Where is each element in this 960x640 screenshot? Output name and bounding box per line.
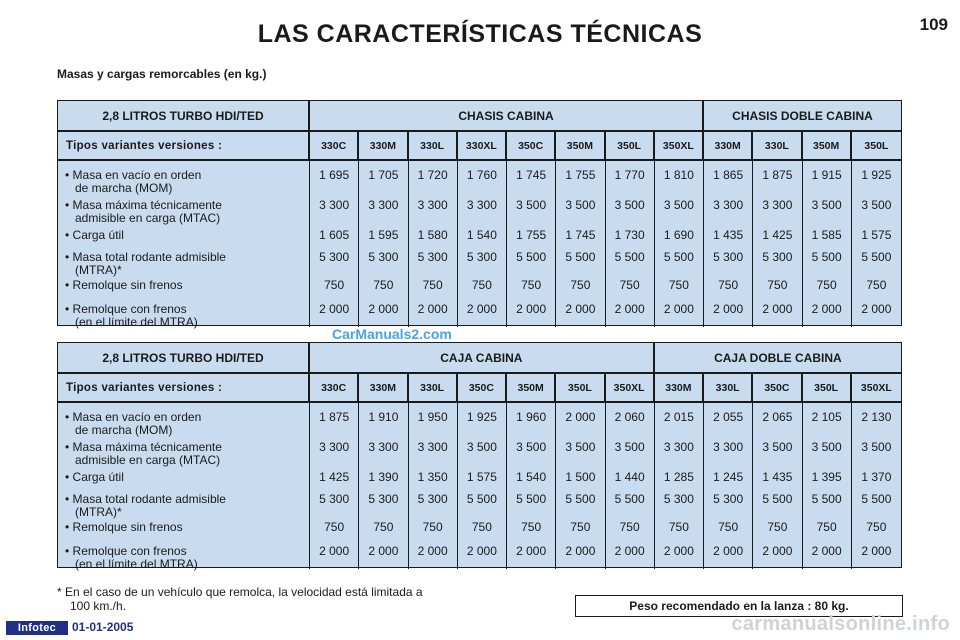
footnote <box>57 585 547 613</box>
table-cell: 1 425 <box>762 228 793 242</box>
table-cell: 1 540 <box>516 470 547 484</box>
table-cell: 2 000 <box>811 544 842 558</box>
row-label-line: • Masa en vacío en orden <box>65 168 202 182</box>
row-label-line: (en el límite del MTRA) <box>65 557 198 571</box>
value-column <box>310 161 359 327</box>
row-label <box>65 411 201 437</box>
value-column <box>409 161 458 327</box>
label-column <box>58 403 310 569</box>
row-label <box>65 169 201 195</box>
table-cell: 750 <box>866 520 887 534</box>
column-header: 350XL <box>655 132 704 159</box>
row-label <box>65 199 222 225</box>
table-cell: 5 500 <box>811 492 842 506</box>
table-cell: 2 060 <box>614 410 645 424</box>
value-column <box>458 161 507 327</box>
table-cell: 750 <box>471 520 492 534</box>
table-cell: 1 540 <box>466 228 497 242</box>
table-cell: 1 755 <box>565 168 596 182</box>
table-cell: 1 440 <box>614 470 645 484</box>
table-cell: 3 300 <box>417 440 448 454</box>
engine-label: 2,8 LITROS TURBO HDI/TED <box>58 101 310 130</box>
table-cell: 1 605 <box>319 228 350 242</box>
table-cell: 1 915 <box>811 168 842 182</box>
table-cell: 2 000 <box>565 544 596 558</box>
table-cell: 1 595 <box>368 228 399 242</box>
value-column <box>310 403 359 569</box>
table-cell: 5 300 <box>319 250 350 264</box>
row-label <box>65 545 198 571</box>
column-header: 330M <box>655 374 704 401</box>
table-cell: 2 000 <box>663 302 694 316</box>
value-column <box>704 161 753 327</box>
table-cell: 3 500 <box>811 198 842 212</box>
table-cell: 750 <box>422 520 443 534</box>
value-column <box>556 403 605 569</box>
table-cell: 3 300 <box>417 198 448 212</box>
row-label <box>65 441 222 467</box>
variants-label: Tipos variantes versiones : <box>58 374 310 401</box>
table-cell: 750 <box>324 278 345 292</box>
table-cell: 750 <box>422 278 443 292</box>
table-cell: 1 435 <box>713 228 744 242</box>
table-cell: 2 000 <box>663 544 694 558</box>
table-cell: 5 500 <box>663 250 694 264</box>
table-cell: 2 000 <box>516 544 547 558</box>
group-header: CHASIS CABINA <box>310 101 704 130</box>
site-watermark: carmanualsonline.info <box>731 613 950 635</box>
table-cell: 2 000 <box>762 302 793 316</box>
table-cell: 2 000 <box>466 544 497 558</box>
column-header: 330L <box>409 132 458 159</box>
table-cell: 3 500 <box>565 440 596 454</box>
table-cell: 2 000 <box>565 302 596 316</box>
table-cell: 1 925 <box>466 410 497 424</box>
column-header: 330XL <box>458 132 507 159</box>
table-cell: 5 300 <box>762 250 793 264</box>
table-cell: 3 500 <box>762 440 793 454</box>
value-column <box>753 161 802 327</box>
table-cell: 3 500 <box>516 440 547 454</box>
column-header: 330M <box>704 132 753 159</box>
table-cell: 750 <box>521 278 542 292</box>
table-cell: 3 300 <box>713 198 744 212</box>
value-column <box>803 403 852 569</box>
watermark: CarManuals2.com <box>332 326 452 342</box>
table-cell: 3 300 <box>368 198 399 212</box>
row-label <box>65 251 226 277</box>
table-cell: 2 000 <box>713 544 744 558</box>
value-column <box>852 161 901 327</box>
table-cell: 750 <box>816 278 837 292</box>
table-cell: 2 055 <box>713 410 744 424</box>
value-column <box>359 161 408 327</box>
table-header-row <box>58 101 901 132</box>
table-cell: 1 730 <box>614 228 645 242</box>
table-cell: 2 000 <box>516 302 547 316</box>
column-header: 330L <box>409 374 458 401</box>
value-column <box>655 161 704 327</box>
table-cell: 5 500 <box>861 492 892 506</box>
column-header: 350L <box>803 374 852 401</box>
table-cell: 2 000 <box>417 302 448 316</box>
column-header: 350C <box>507 132 556 159</box>
column-header: 350M <box>556 132 605 159</box>
table-cell: 2 000 <box>614 544 645 558</box>
table-cell: 2 015 <box>663 410 694 424</box>
row-label-line: (en el límite del MTRA) <box>65 315 198 329</box>
table-cell: 750 <box>373 278 394 292</box>
table-cell: 750 <box>816 520 837 534</box>
table-cell: 2 000 <box>861 544 892 558</box>
table-cell: 1 585 <box>811 228 842 242</box>
row-label-line: • Carga útil <box>65 228 124 242</box>
table-cell: 750 <box>866 278 887 292</box>
table-cell: 1 695 <box>319 168 350 182</box>
table-cell: 1 705 <box>368 168 399 182</box>
row-label-line: • Masa máxima técnicamente <box>65 198 222 212</box>
row-label-line: de marcha (MOM) <box>65 181 173 195</box>
table-cell: 1 770 <box>614 168 645 182</box>
value-column <box>556 161 605 327</box>
value-column <box>704 403 753 569</box>
table-cell: 5 300 <box>713 492 744 506</box>
table-cell: 750 <box>324 520 345 534</box>
table-cell: 5 500 <box>614 492 645 506</box>
recommended-weight-box: Peso recomendado en la lanza : 80 kg. <box>575 595 903 617</box>
table-cell: 3 500 <box>663 198 694 212</box>
table-cell: 3 500 <box>861 198 892 212</box>
table-cell: 1 925 <box>861 168 892 182</box>
table-cell: 750 <box>718 278 739 292</box>
row-label <box>65 521 183 534</box>
label-column <box>58 161 310 327</box>
table-cell: 3 500 <box>614 440 645 454</box>
table-cell: 750 <box>570 278 591 292</box>
row-label <box>65 303 198 329</box>
page-number: 109 <box>919 15 948 34</box>
group-header: CAJA DOBLE CABINA <box>714 350 842 365</box>
table-cell: 1 245 <box>713 470 744 484</box>
table-cell: 5 500 <box>565 492 596 506</box>
row-label-line: • Remolque con frenos <box>65 544 187 558</box>
table-cell: 2 000 <box>811 302 842 316</box>
column-header: 350C <box>458 374 507 401</box>
table-cell: 2 000 <box>368 302 399 316</box>
value-column <box>753 403 802 569</box>
value-column <box>852 403 901 569</box>
table-cell: 3 500 <box>516 198 547 212</box>
table-cell: 5 300 <box>417 250 448 264</box>
row-label <box>65 493 226 519</box>
group-header: CHASIS DOBLE CABINA <box>732 108 873 123</box>
column-header: 330M <box>359 132 408 159</box>
table-cell: 1 395 <box>811 470 842 484</box>
table-body <box>58 403 901 569</box>
footer-date: 01-01-2005 <box>72 620 134 634</box>
variants-label: Tipos variantes versiones : <box>58 132 310 159</box>
table-cell: 2 065 <box>762 410 793 424</box>
table-cell: 3 500 <box>811 440 842 454</box>
table-cell: 2 000 <box>466 302 497 316</box>
table-cell: 2 105 <box>811 410 842 424</box>
table-cell: 2 000 <box>713 302 744 316</box>
row-label <box>65 471 124 484</box>
row-label-line: admisible en carga (MTAC) <box>65 211 221 225</box>
table-cell: 2 000 <box>565 410 596 424</box>
table-cell: 750 <box>619 520 640 534</box>
table-cell: 3 500 <box>614 198 645 212</box>
value-column <box>655 403 704 569</box>
table-cell: 2 000 <box>762 544 793 558</box>
footnote-line-1: * En el caso de un vehículo que remolca, la velocidad está limitada a <box>57 585 423 599</box>
table-cell: 5 300 <box>319 492 350 506</box>
table-cell: 5 300 <box>368 492 399 506</box>
row-label-line: admisible en carga (MTAC) <box>65 453 221 467</box>
table-cell: 750 <box>373 520 394 534</box>
table-cell: 750 <box>570 520 591 534</box>
row-label-line: • Remolque sin frenos <box>65 520 183 534</box>
table-cell: 750 <box>668 520 689 534</box>
table-cell: 1 875 <box>319 410 350 424</box>
section-subtitle: Masas y cargas remorcables (en kg.) <box>57 67 267 81</box>
table-cell: 1 580 <box>417 228 448 242</box>
table-cell: 750 <box>668 278 689 292</box>
column-header: 350L <box>606 132 655 159</box>
table-cell: 750 <box>521 520 542 534</box>
column-header-row <box>58 132 901 161</box>
column-header: 350L <box>556 374 605 401</box>
row-label-line: • Remolque sin frenos <box>65 278 183 292</box>
column-header: 330C <box>310 374 359 401</box>
table-cell: 750 <box>471 278 492 292</box>
table-cell: 5 300 <box>368 250 399 264</box>
column-header: 330C <box>310 132 359 159</box>
table-cell: 2 000 <box>319 544 350 558</box>
table-cell: 5 300 <box>663 492 694 506</box>
table-cell: 1 745 <box>565 228 596 242</box>
table-cell: 1 755 <box>516 228 547 242</box>
value-column <box>606 403 655 569</box>
column-header: 350XL <box>606 374 655 401</box>
table-cell: 1 865 <box>713 168 744 182</box>
table-cell: 3 300 <box>762 198 793 212</box>
table-cell: 2 000 <box>861 302 892 316</box>
column-header: 350M <box>507 374 556 401</box>
group-header: CAJA CABINA <box>310 343 655 372</box>
row-label-line: (MTRA)* <box>65 263 122 277</box>
table-cell: 1 285 <box>663 470 694 484</box>
table-cell: 1 370 <box>861 470 892 484</box>
row-label-line: • Masa máxima técnicamente <box>65 440 222 454</box>
table-cell: 750 <box>767 278 788 292</box>
table-cell: 1 720 <box>417 168 448 182</box>
table-cell: 1 425 <box>319 470 350 484</box>
value-column <box>409 403 458 569</box>
table-cell: 1 875 <box>762 168 793 182</box>
table-cell: 5 500 <box>861 250 892 264</box>
table-cell: 2 000 <box>319 302 350 316</box>
table-cell: 750 <box>619 278 640 292</box>
column-header: 350L <box>864 139 889 152</box>
row-label-line: • Masa total rodante admisible <box>65 492 226 506</box>
footnote-line-2: 100 km./h. <box>70 599 127 613</box>
table-cell: 1 950 <box>417 410 448 424</box>
table-cell: 5 500 <box>516 492 547 506</box>
table-cell: 1 500 <box>565 470 596 484</box>
page-title: LAS CARACTERÍSTICAS TÉCNICAS <box>257 20 703 48</box>
row-label-line: • Carga útil <box>65 470 124 484</box>
table-cell: 5 500 <box>466 492 497 506</box>
column-header: 330L <box>753 132 802 159</box>
table-cell: 750 <box>718 520 739 534</box>
table-cell: 3 300 <box>466 198 497 212</box>
table-cell: 1 350 <box>417 470 448 484</box>
value-column <box>507 161 556 327</box>
table-cell: 1 745 <box>516 168 547 182</box>
table-cell: 3 300 <box>319 198 350 212</box>
table-cell: 3 500 <box>861 440 892 454</box>
table-cell: 3 500 <box>466 440 497 454</box>
table-cell: 5 500 <box>565 250 596 264</box>
infotec-logo: Infotec <box>6 621 68 635</box>
table-cell: 3 300 <box>663 440 694 454</box>
value-column <box>606 161 655 327</box>
value-column <box>359 403 408 569</box>
row-label-line: • Masa en vacío en orden <box>65 410 202 424</box>
table-cell: 1 760 <box>466 168 497 182</box>
row-label-line: de marcha (MOM) <box>65 423 173 437</box>
table-cell: 1 390 <box>368 470 399 484</box>
table-cell: 1 575 <box>861 228 892 242</box>
table-cell: 3 300 <box>368 440 399 454</box>
table-cell: 5 300 <box>713 250 744 264</box>
table-cell: 3 300 <box>319 440 350 454</box>
table-cell: 1 435 <box>762 470 793 484</box>
row-label <box>65 229 124 242</box>
column-header: 350C <box>753 374 802 401</box>
column-header: 350M <box>803 132 852 159</box>
engine-label: 2,8 LITROS TURBO HDI/TED <box>58 343 310 372</box>
column-header-row <box>58 374 901 403</box>
value-column <box>803 161 852 327</box>
value-column <box>507 403 556 569</box>
table-cell: 5 500 <box>762 492 793 506</box>
table-cell: 2 130 <box>861 410 892 424</box>
table-cell: 5 500 <box>811 250 842 264</box>
row-label-line: • Remolque con frenos <box>65 302 187 316</box>
table-body <box>58 161 901 327</box>
table-cell: 1 910 <box>368 410 399 424</box>
table-cell: 5 300 <box>417 492 448 506</box>
spec-table-chasis <box>57 100 902 329</box>
table-cell: 3 300 <box>713 440 744 454</box>
table-cell: 1 575 <box>466 470 497 484</box>
column-header: 350XL <box>860 381 892 394</box>
row-label <box>65 279 183 292</box>
row-label-line: (MTRA)* <box>65 505 122 519</box>
table-cell: 1 690 <box>663 228 694 242</box>
table-header-row <box>58 343 901 374</box>
table-cell: 3 500 <box>565 198 596 212</box>
table-cell: 2 000 <box>417 544 448 558</box>
spec-table-caja <box>57 342 902 571</box>
table-cell: 750 <box>767 520 788 534</box>
column-header: 330L <box>704 374 753 401</box>
value-column <box>458 403 507 569</box>
table-cell: 2 000 <box>368 544 399 558</box>
table-cell: 5 300 <box>466 250 497 264</box>
table-cell: 5 500 <box>516 250 547 264</box>
row-label-line: • Masa total rodante admisible <box>65 250 226 264</box>
table-cell: 2 000 <box>614 302 645 316</box>
table-cell: 1 810 <box>663 168 694 182</box>
table-cell: 5 500 <box>614 250 645 264</box>
column-header: 330M <box>359 374 408 401</box>
table-cell: 1 960 <box>516 410 547 424</box>
